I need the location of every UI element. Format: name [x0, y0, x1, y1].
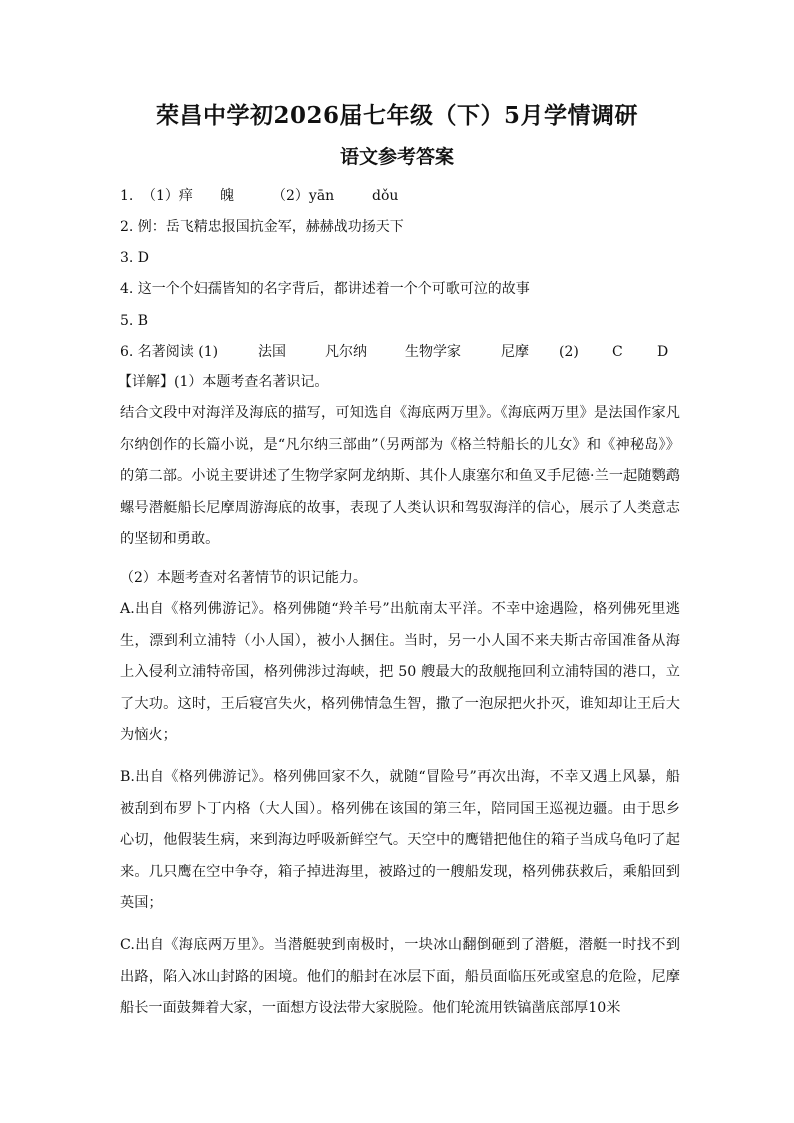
- detail-heading: 【详解】(1）本题考查名著识记。: [118, 374, 329, 390]
- answer-6: [120, 342, 668, 362]
- detail-paragraph-1: 结合文段中对海洋及海底的描写，可知选自《海底两万里》。《海底两万里》是法国作家凡尔纳创作的长篇小说，是“凡尔纳三部曲”（另两部为《格兰特船长的儿女》和《神秘岛》》的第二部。小说主要讲述了生物学家阿龙纳斯、其仆人康塞尔和鱼叉手尼德·兰一起随鹦鹉螺号潜艇船长尼摩周游海底的故事，表现了人类认识和驾驭海洋的信心，展示了人类意志的坚韧和勇敢。: [120, 405, 680, 547]
- answer-4: 4. 这一个个妇孺皆知的名字背后，都讲述着一个个可歌可泣的故事: [120, 281, 530, 297]
- answer-6-author: 凡尔纳: [325, 344, 367, 360]
- answer-6-part2: (2): [559, 344, 579, 360]
- answer-6-profession: 生物学家: [405, 344, 461, 360]
- answer-1-part2: （2）yān: [272, 188, 335, 204]
- detail-option-a: A.出自《格列佛游记》。格列佛随“羚羊号”出航南太平洋。不幸中途遇险，格列佛死里逃生，漂到利立浦特（小人国），被小人捆住。当时，另一小人国不来夫斯古帝国准备从海上入侵利立浦特帝国，格列佛涉过海峡，把 50 艘最大的敌舰拖回利立浦特国的港口，立了大功。这时，王后寝宫失火，格列佛情急生智，撒了一泡尿把火扑灭，谁知却让王后大为恼火；: [120, 601, 680, 743]
- detail-option-c: C.出自《海底两万里》。当潜艇驶到南极时，一块冰山翻倒砸到了潜艇，潜艇一时找不到出路，陷入冰山封路的困境。他们的船封在冰层下面，船员面临压死或窒息的危险，尼摩船长一面鼓舞着大家，一面想方设法带大家脱险。他们轮流用铁镐凿底部厚10米: [120, 937, 680, 1016]
- answer-1: [120, 186, 398, 206]
- detail-part2-heading: （2）本题考查对名著情节的识记能力。: [120, 570, 367, 586]
- answer-1-number: 1.: [120, 188, 134, 204]
- answer-6-country: 法国: [258, 344, 286, 360]
- answer-1-part1: （1）痒: [142, 188, 193, 204]
- detail-option-b: B.出自《格列佛游记》。格列佛回家不久，就随“冒险号”再次出海，不幸又遇上风暴，船被刮到布罗卜丁内格（大人国）。格列佛在该国的第三年，陪同国王巡视边疆。由于思乡心切，他假装生病，来到海边呼吸新鲜空气。天空中的鹰错把他住的箱子当成乌龟叼了起来。几只鹰在空中争夺，箱子掉进海里，被路过的一艘船发现，格列佛获救后，乘船回到英国；: [120, 769, 680, 911]
- answer-1-part2b: dǒu: [372, 188, 399, 204]
- page-title: 荣昌中学初2026届七年级（下）5月学情调研: [155, 102, 639, 129]
- answer-1-part1b: 魄: [220, 188, 234, 204]
- answer-6-choice-1: C: [612, 344, 623, 360]
- answer-2: 2. 例：岳飞精忠报国抗金军，赫赫战功扬天下: [120, 219, 404, 235]
- answer-6-choice-2: D: [657, 344, 669, 360]
- answer-6-lead: 6. 名著阅读 (1): [120, 344, 219, 360]
- answer-6-captain: 尼摩: [501, 344, 529, 360]
- page-subtitle: 语文参考答案: [339, 146, 454, 168]
- answer-5: 5. B: [120, 313, 149, 329]
- answer-3: 3. D: [120, 250, 150, 266]
